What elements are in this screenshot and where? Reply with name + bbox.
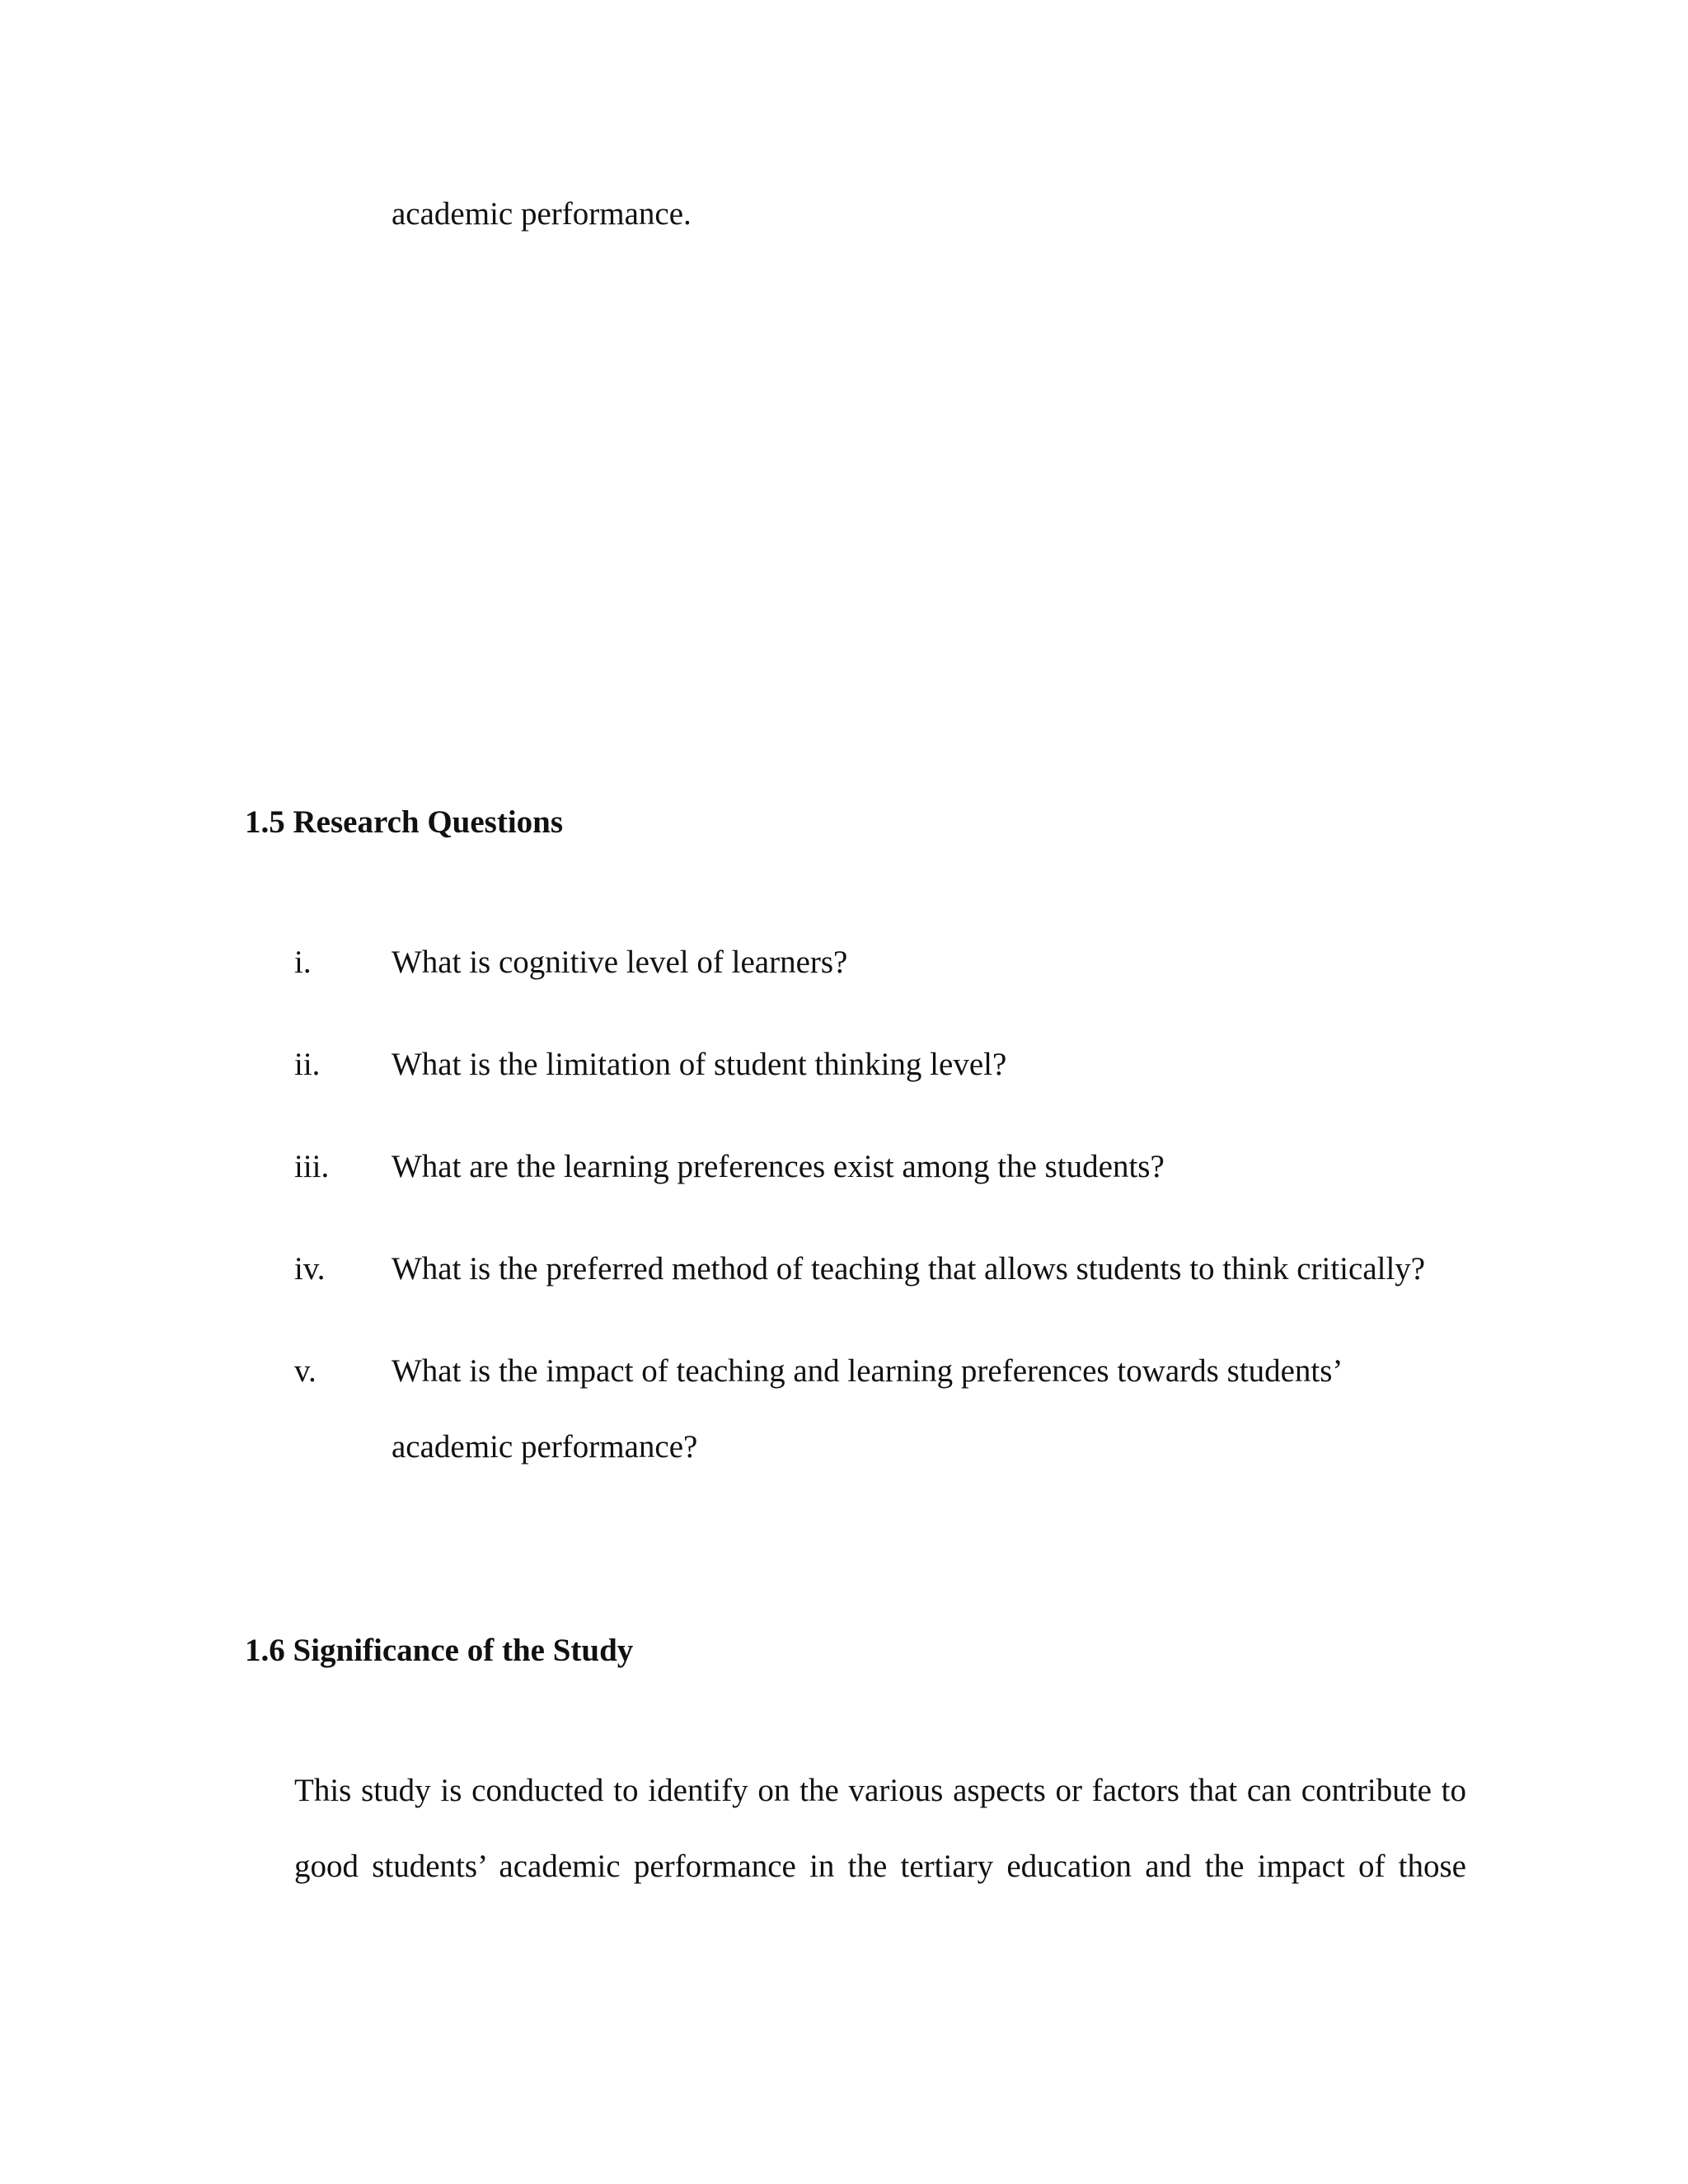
section-heading-significance: 1.6 Significance of the Study — [245, 1633, 634, 1668]
paragraph-line: This study is conducted to identify on the various aspects or factors that can contribute to — [294, 1773, 1466, 1808]
question-text: What is the preferred method of teaching that allows students to think critically? — [392, 1251, 1426, 1286]
question-text-continuation: academic performance? — [392, 1429, 698, 1465]
list-numeral: v. — [294, 1353, 316, 1389]
question-text: What are the learning preferences exist among the students? — [392, 1149, 1165, 1184]
question-text: What is cognitive level of learners? — [392, 944, 848, 980]
continuation-text: academic performance. — [392, 196, 692, 232]
list-numeral: iv. — [294, 1251, 326, 1286]
section-heading-research-questions: 1.5 Research Questions — [245, 804, 564, 840]
question-text: What is the limitation of student thinking level? — [392, 1047, 1007, 1082]
list-numeral: i. — [294, 944, 312, 980]
question-text: What is the impact of teaching and learning preferences towards students’ — [392, 1353, 1343, 1389]
list-numeral: ii. — [294, 1047, 321, 1082]
paragraph-line: good students’ academic performance in the tertiary education and the impact of those — [294, 1849, 1466, 1884]
list-numeral: iii. — [294, 1149, 330, 1184]
